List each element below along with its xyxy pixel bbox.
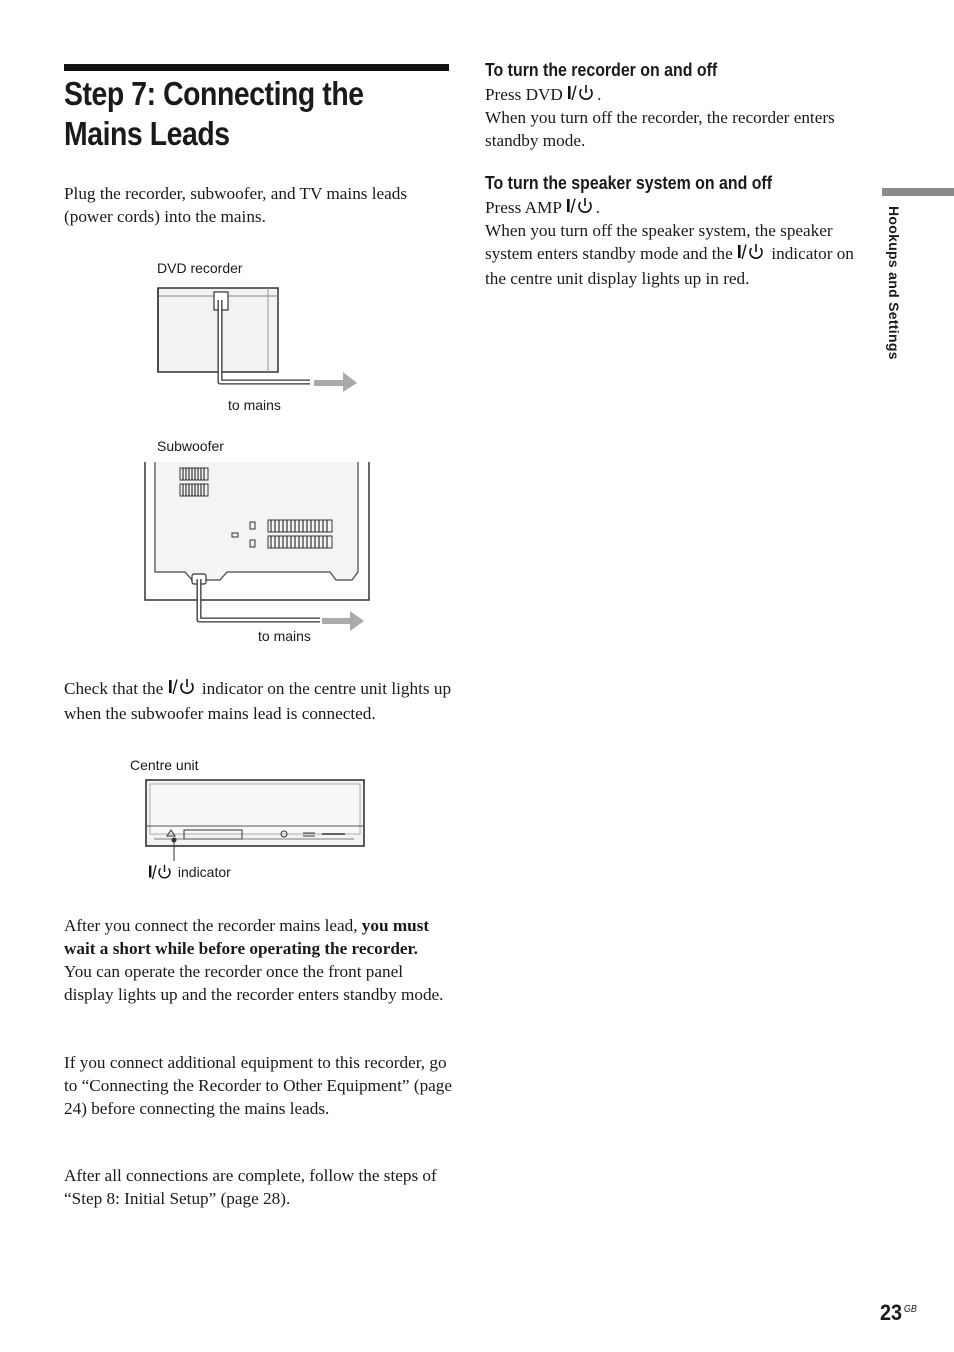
title-rule (64, 64, 449, 71)
check-indicator-paragraph (64, 677, 454, 725)
to-mains-label-2: to mains (258, 628, 311, 644)
arrow-head (350, 611, 364, 631)
page-title-line-2: Mains Leads (64, 115, 230, 152)
indicator-label: indicator (174, 864, 231, 880)
speaker-press-text: Press AMP (485, 198, 566, 217)
recorder-press-line: Press DVD . (485, 83, 875, 108)
power-standby-icon (566, 197, 596, 221)
recorder-standby-desc: When you turn off the recorder, the recorder enters standby mode. (485, 108, 835, 150)
recorder-press-text: Press DVD (485, 85, 568, 104)
page-number-suffix: GB (903, 1304, 917, 1315)
power-standby-icon (148, 864, 174, 883)
subwoofer-label: Subwoofer (157, 438, 224, 454)
check-text-before: Check that the (64, 679, 168, 698)
recorder-on-off-heading: To turn the recorder on and off (485, 59, 718, 80)
dvd-recorder-label: DVD recorder (157, 260, 243, 276)
to-mains-label-1: to mains (228, 397, 281, 413)
wait-text-2: You can operate the recorder once the front panel display lights up and the recorder enters standby mode. (64, 962, 444, 1004)
speaker-desc-after: indicator on the centre unit display lights up in red. (485, 244, 854, 288)
wait-text-1: After you connect the recorder mains lead, (64, 916, 362, 935)
after-connections-paragraph: After all connections are complete, follow the steps of “Step 8: Initial Setup” (page 28). (64, 1166, 437, 1208)
section-tab-marker (882, 188, 954, 196)
intro-paragraph: Plug the recorder, subwoofer, and TV mains leads (power cords) into the mains. (64, 184, 408, 226)
speaker-on-off-heading: To turn the speaker system on and off (485, 172, 773, 193)
section-tab-label: Hookups and Settings (886, 206, 902, 360)
power-standby-icon (737, 243, 767, 267)
check-text-after: indicator on the centre unit lights up when the subwoofer mains lead is connected. (64, 679, 452, 723)
wait-paragraph (64, 914, 449, 1006)
page-title (64, 74, 399, 154)
speaker-desc-before: When you turn off the speaker system, the speaker system enters standby mode and the (485, 221, 833, 263)
speaker-press-line: Press AMP . (485, 196, 875, 221)
arrow-head (343, 372, 357, 392)
dvd-recorder-diagram (150, 282, 370, 402)
wait-warning-bold: you must wait a short while before operating the recorder. (64, 916, 430, 958)
page-number (880, 1300, 917, 1326)
power-standby-icon (168, 678, 198, 702)
power-standby-icon (567, 84, 597, 108)
page-title-line-1: Step 7: Connecting the (64, 75, 364, 112)
centre-unit-diagram (140, 776, 380, 866)
indicator-callout (148, 864, 231, 883)
speaker-standby-desc (485, 219, 877, 290)
centre-unit-label: Centre unit (130, 757, 199, 773)
subwoofer-diagram (140, 460, 380, 640)
page-number-value: 23 (880, 1300, 903, 1325)
additional-equipment-paragraph: If you connect additional equipment to this recorder, go to “Connecting the Recorder to Other Equipment” (page 24) before connecting the mains leads. (64, 1053, 453, 1118)
